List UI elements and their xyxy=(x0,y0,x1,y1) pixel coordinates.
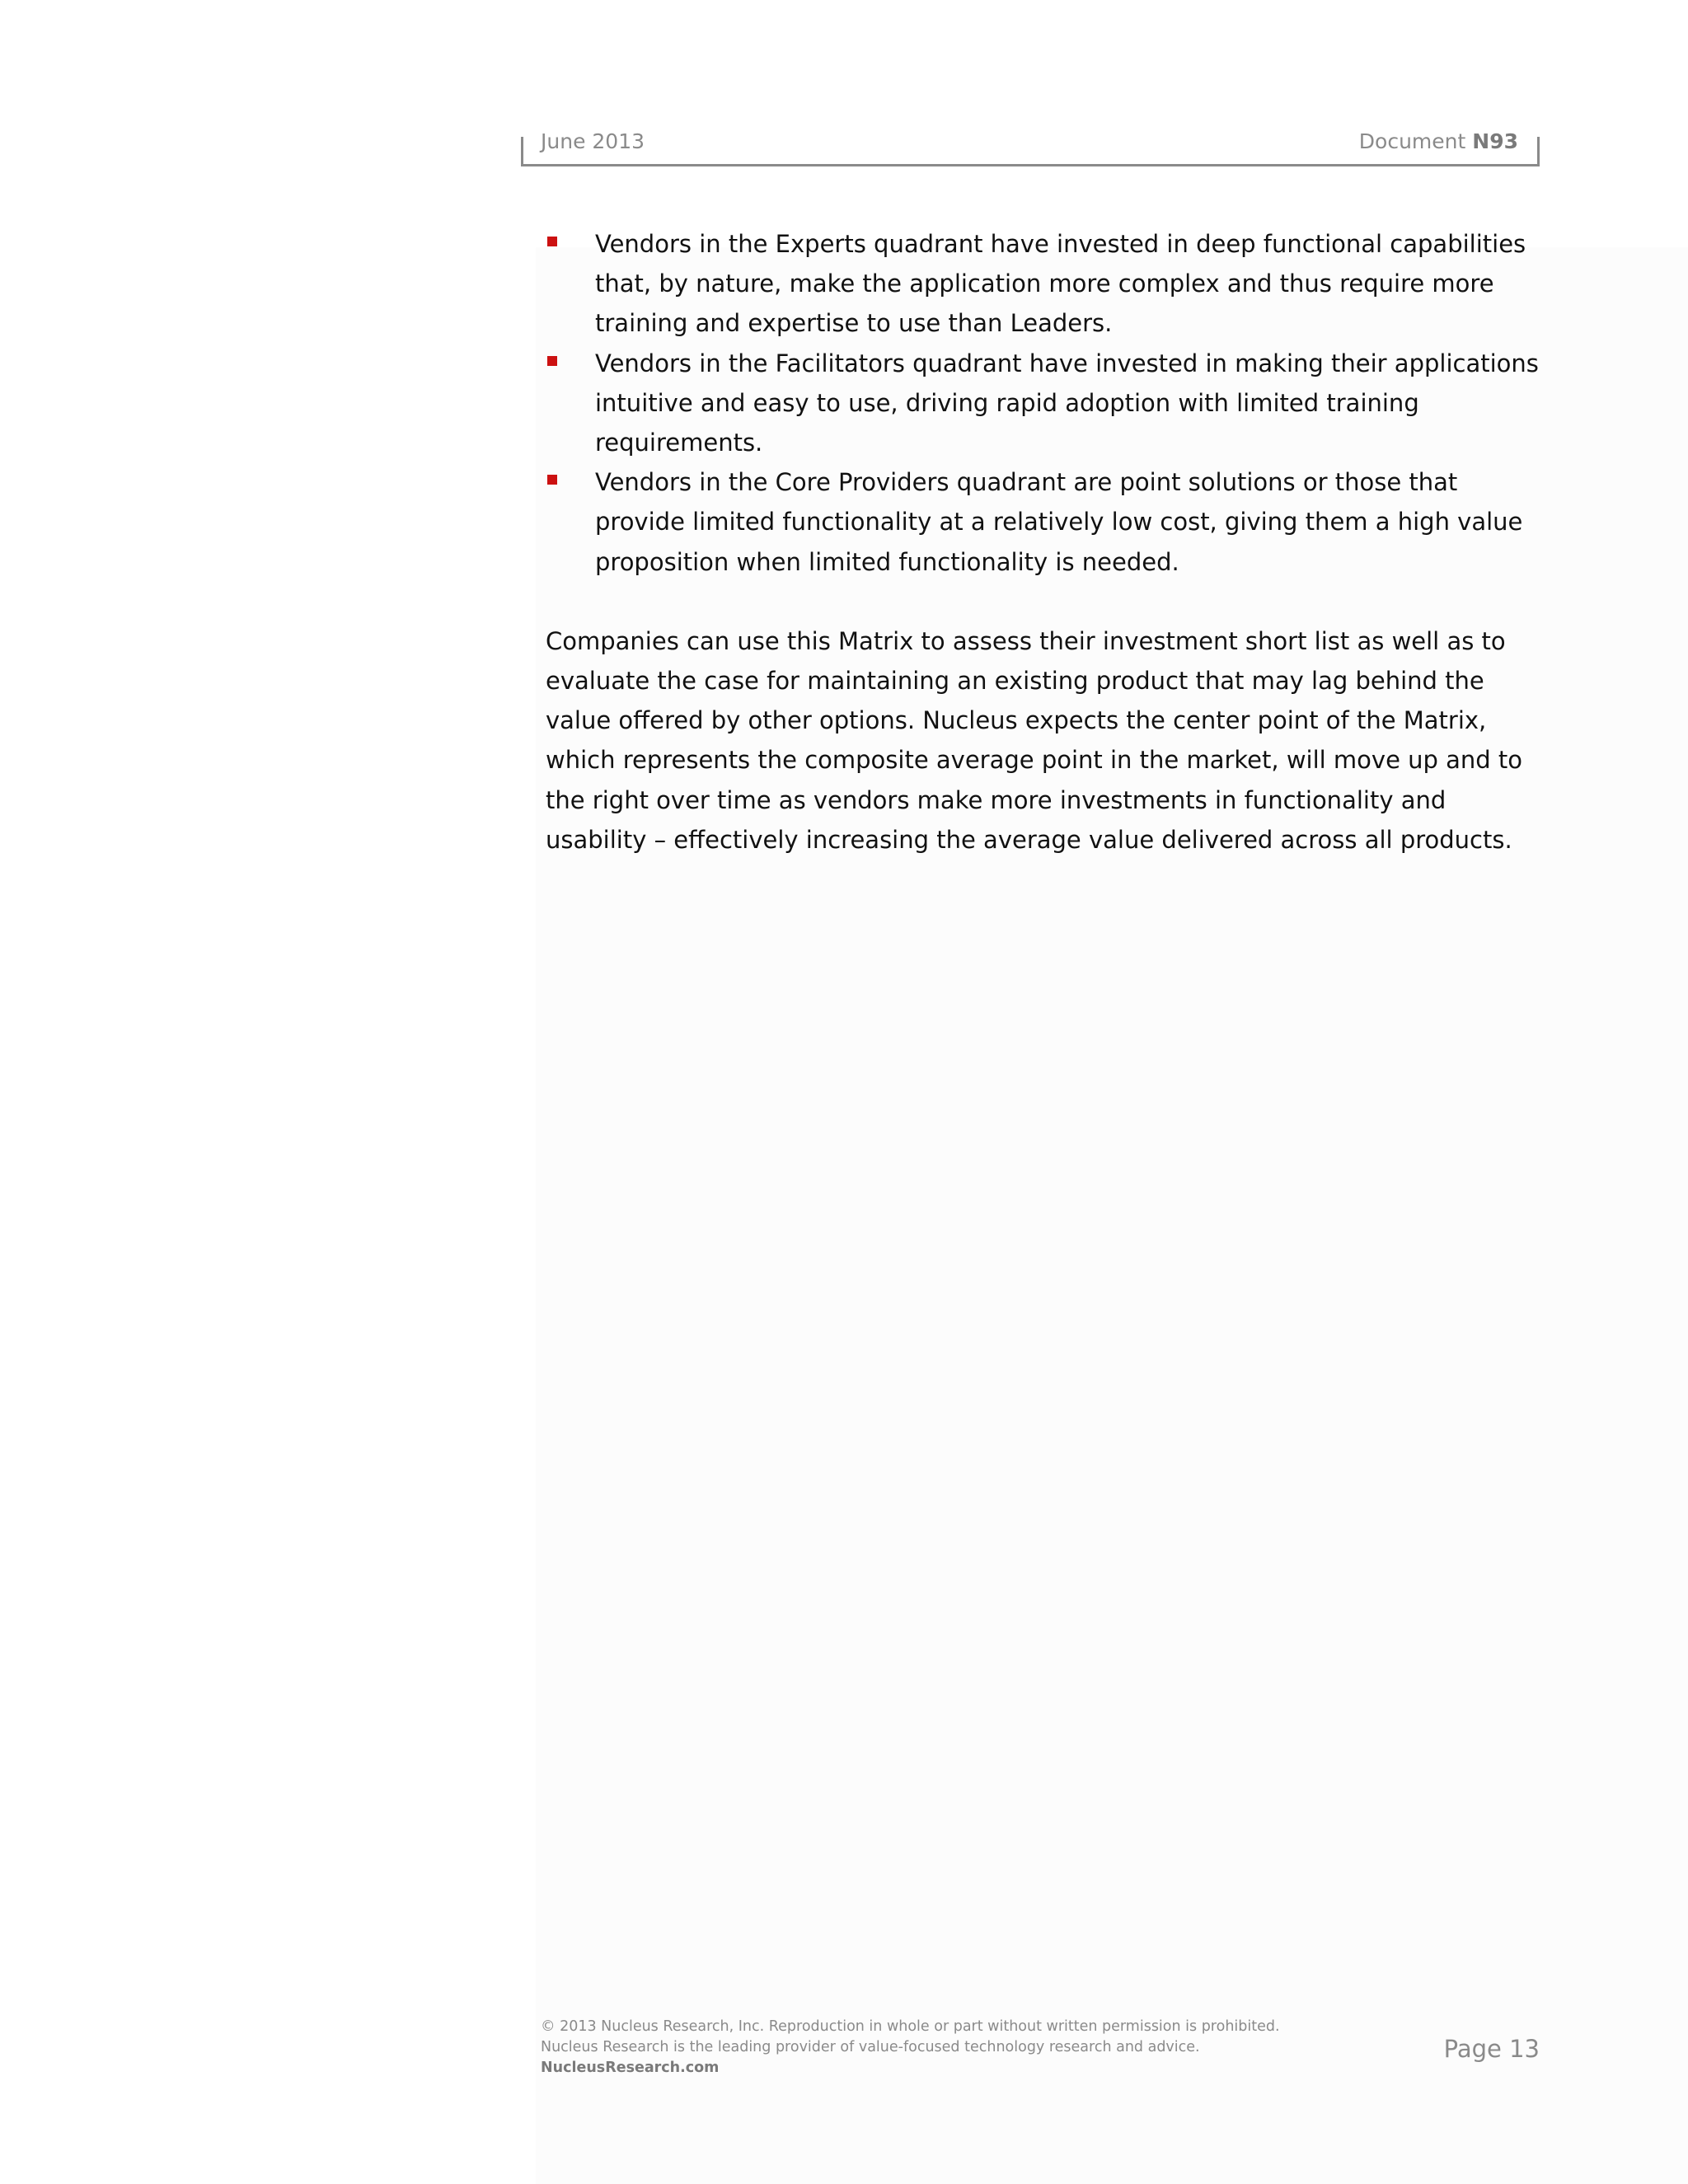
quadrant-bullet-list xyxy=(546,224,1543,582)
bullet-text: Vendors in the Facilitators quadrant have invested in making their applications intuitive and easy to use, driving rapid adoption with limited training requirements. xyxy=(595,349,1539,457)
matrix-usage-paragraph: Companies can use this Matrix to assess their investment short list as well as to evaluate the case for maintaining an existing product that may lag behind the value offered by other options. Nucleus expects the center point of the Matrix, which represents the composite average point in the market, will move up and to the right over time as vendors make more investments in functionality and usability – effectively increasing the average value delivered across all products. xyxy=(546,626,1523,854)
square-bullet-icon xyxy=(547,356,557,366)
bullet-text: Vendors in the Experts quadrant have invested in deep functional capabilities that, by nature, make the application more complex and thus require more training and expertise to use than Leaders. xyxy=(595,230,1526,338)
bullet-item-facilitators xyxy=(546,344,1543,463)
square-bullet-icon xyxy=(547,237,557,246)
footer-copyright: © 2013 Nucleus Research, Inc. Reproduction in whole or part without written permission is prohibited. xyxy=(541,2018,1280,2035)
bullet-text: Vendors in the Core Providers quadrant are point solutions or those that provide limited functionality at a relatively low cost, giving them a high value proposition when limited functionality is needed. xyxy=(595,468,1523,576)
header-document-number: N93 xyxy=(1472,129,1518,153)
page-body xyxy=(546,224,1543,860)
footer-legal xyxy=(541,2017,1282,2079)
footer-tagline: Nucleus Research is the leading provider of value-focused technology research and advice. xyxy=(541,2039,1200,2055)
header-document-prefix: Document xyxy=(1358,129,1466,153)
square-bullet-icon xyxy=(547,475,557,485)
bullet-item-core-providers xyxy=(546,462,1543,582)
bullet-item-experts xyxy=(546,224,1543,344)
header-document-id xyxy=(1359,127,1518,157)
footer-website-link[interactable]: NucleusResearch.com xyxy=(541,2060,720,2076)
header-date: June 2013 xyxy=(541,129,645,153)
page-number: Page 13 xyxy=(1443,2035,1540,2063)
